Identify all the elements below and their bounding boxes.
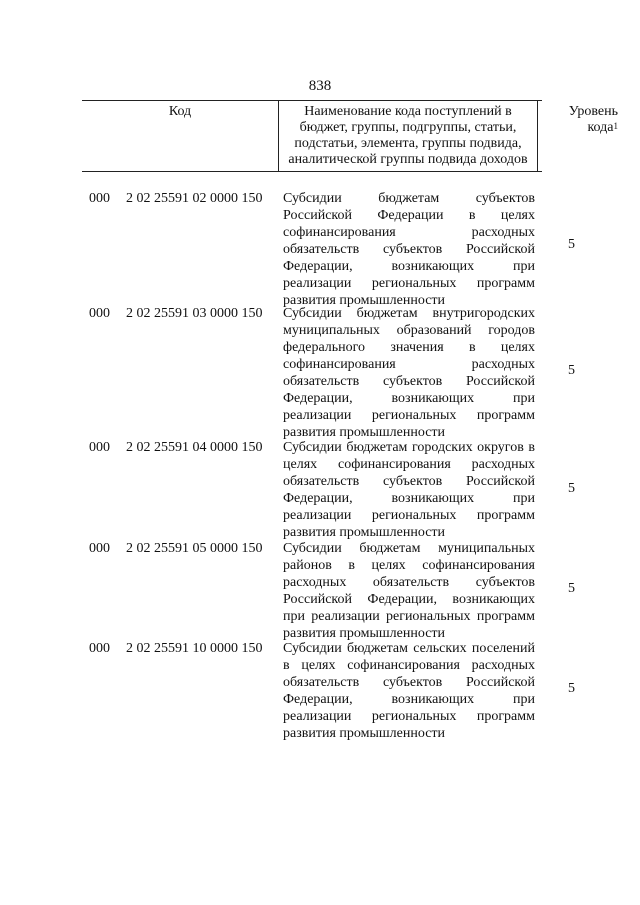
row-admin-code: 000 xyxy=(89,306,110,321)
table-header xyxy=(82,100,618,172)
row-name: Субсидии бюджетам муниципальных районов в целях софинансирования расходных обязательств субъектов Российской Федерации, возникающих при реализации региональных программ развития промышленности xyxy=(283,541,535,641)
row-admin-code: 000 xyxy=(89,191,110,206)
row-level: 5 xyxy=(568,681,575,696)
row-code: 2 02 25591 05 0000 150 xyxy=(126,541,263,556)
row-admin-code: 000 xyxy=(89,541,110,556)
row-level: 5 xyxy=(568,363,575,378)
row-level: 5 xyxy=(568,581,575,596)
header-level xyxy=(538,101,624,171)
header-code: Код xyxy=(168,104,192,119)
header-level-label: Уровень кода xyxy=(568,104,618,135)
row-code: 2 02 25591 02 0000 150 xyxy=(126,191,263,206)
row-name: Субсидии бюджетам субъектов Российской Федерации в целях софинансирования расходных обязательств субъектов Российской Федерации, возникающих при реализации региональных программ развития промышленности xyxy=(283,191,535,308)
row-admin-code: 000 xyxy=(89,641,110,656)
row-name: Субсидии бюджетам сельских поселений в целях софинансирования расходных обязательств субъектов Российской Федерации, возникающих при реализации региональных программ развития промышленности xyxy=(283,641,535,741)
row-code: 2 02 25591 04 0000 150 xyxy=(126,440,263,455)
row-code: 2 02 25591 03 0000 150 xyxy=(126,306,263,321)
row-name: Субсидии бюджетам городских округов в целях софинансирования расходных обязательств субъектов Российской Федерации, возникающих при реализации региональных программ развития промышленности xyxy=(283,440,535,540)
row-level: 5 xyxy=(568,481,575,496)
header-level-footnote: 1 xyxy=(613,121,618,131)
row-level: 5 xyxy=(568,237,575,252)
page-number: 838 xyxy=(308,78,332,94)
row-code: 2 02 25591 10 0000 150 xyxy=(126,641,263,656)
row-admin-code: 000 xyxy=(89,440,110,455)
row-name: Субсидии бюджетам внутригородских муниципальных образований городов федерального значения в целях софинансирования расходных обязательств субъектов Российской Федерации, возникающих при реализации региональных программ развития промышленности xyxy=(283,306,535,440)
header-name: Наименование кода поступлений в бюджет, группы, подгруппы, статьи, подстатьи, элемента, группы подвида, аналитической группы подвида доходов xyxy=(278,101,538,171)
